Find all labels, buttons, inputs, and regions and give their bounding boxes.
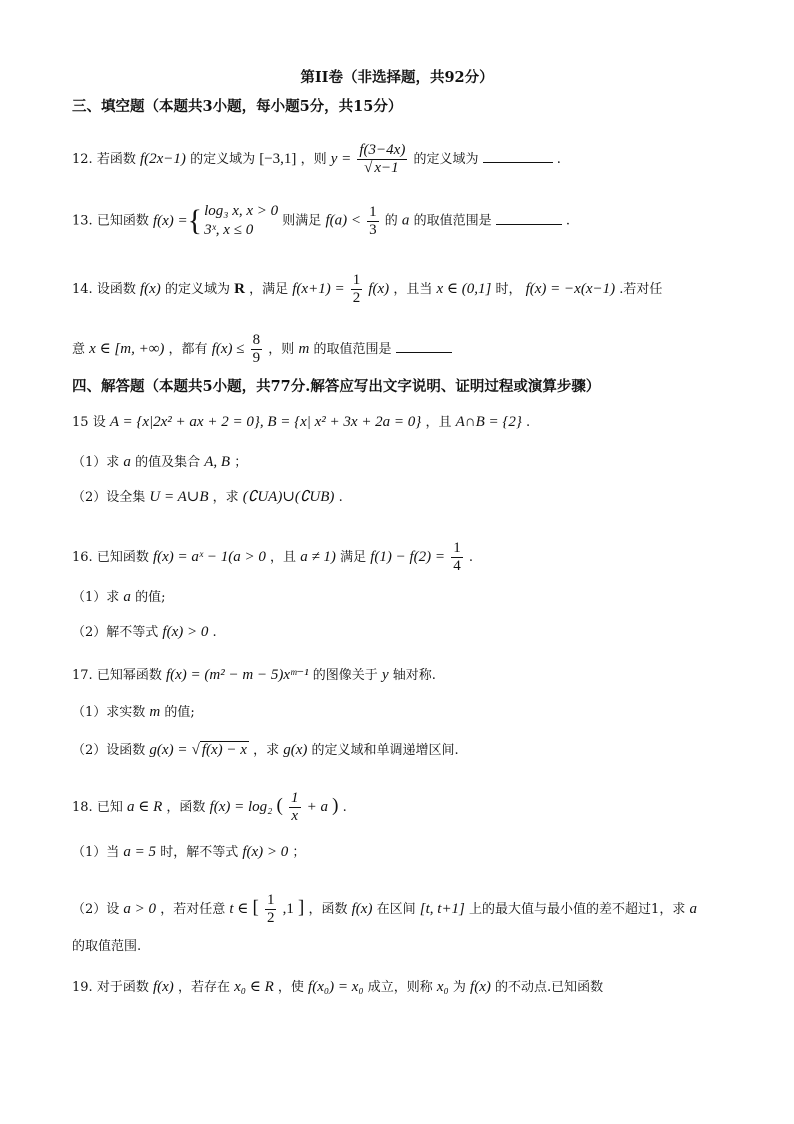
question-15-part-1: （1）求 a 的值及集合 A, B ； bbox=[72, 454, 248, 470]
question-14-line2: 意 x ∈ [m, +∞) ，都有 f(x) ≤ $\frac{8}{9}$ ，则 m 的取值范围是 bbox=[72, 332, 452, 367]
section-answer-title: 四、解答题（本题共5小题，共77分.解答应写出文字说明、证明过程或演算步骤） bbox=[72, 378, 601, 395]
q13-piecewise: f(x) = { log₃ x, x > 0 3ˣ, x ≤ 0 bbox=[152, 203, 279, 238]
q14-answer-blank[interactable] bbox=[396, 340, 452, 353]
question-17-part-1: （1）求实数 m 的值; bbox=[72, 704, 195, 720]
question-13: 13. 已知函数 f(x) = { log₃ x, x > 0 3ˣ, x ≤ 0 则满足 f(a) < $\frac{1}{3}$ 的 a 的取值范围是 . bbox=[72, 203, 570, 238]
question-17-part-2: （2）设函数 g(x) = √ f(x) − x ，求 g(x) 的定义域和单调递增区间. bbox=[72, 742, 459, 758]
question-16: 16. 已知函数 f(x) = aˣ − 1(a > 0 ，且 a ≠ 1) 满足 f(1) − f(2) = $\frac{1}{4}$ . bbox=[72, 540, 473, 574]
question-15-part-2: （2）设全集 U = A∪B ，求 (∁UA)∪(∁UB) . bbox=[72, 489, 343, 505]
question-17: 17. 已知幂函数 f(x) = (m² − m − 5)xᵐ⁻¹ 的图像关于 y 轴对称. bbox=[72, 667, 436, 683]
question-18: 18. 已知 a ∈ R ，函数 f(x) = log₂ ( $\frac{1}{x}$ + a ) . bbox=[72, 790, 347, 824]
question-14: 14. 设函数 f(x) 的定义域为 R ，满足 f(x+1) = $\frac{1}{2}$ f(x) ，且当 x ∈ (0,1] 时， f(x) = −x(x−1) .若对任 bbox=[72, 272, 663, 306]
q13-answer-blank[interactable] bbox=[496, 212, 562, 225]
question-16-part-1: （1）求 a 的值; bbox=[72, 589, 166, 605]
q12-number: 12. bbox=[72, 152, 93, 167]
question-16-part-2: （2）解不等式 f(x) > 0 . bbox=[72, 624, 217, 640]
question-18-part-2-line2: 的取值范围. bbox=[72, 939, 142, 954]
question-18-part-1: （1）当 a = 5 时，解不等式 f(x) > 0 ； bbox=[72, 844, 306, 860]
paper-title: 第II卷（非选择题，共92分） bbox=[300, 69, 494, 86]
question-12: 12. 若函数 f(2x−1) 的定义域为 [−3,1] ，则 y = $\frac{f(3-4x)}{√ x-1}$ 的定义域为 . bbox=[72, 142, 561, 176]
question-15: 15 设 A = {x|2x² + ax + 2 = 0}, B = {x| x² + 3x + 2a = 0} ，且 A∩B = {2} . bbox=[72, 414, 531, 430]
question-18-part-2: （2）设 a > 0 ，若对任意 t ∈ [ $\frac{1}{2}$ ,1 ] ，函数 f(x) 在区间 [t, t+1] 上的最大值与最小值的差不超过1，求 a bbox=[72, 892, 697, 926]
q12-answer-blank[interactable] bbox=[483, 150, 553, 163]
question-19: 19. 对于函数 f(x) ，若存在 x₀ ∈ R ，使 f(x₀) = x₀ 成立，则称 x₀ 为 f(x) 的不动点.已知函数 bbox=[72, 979, 604, 995]
section-fill-in-title: 三、填空题（本题共3小题，每小题5分，共15分） bbox=[72, 98, 403, 115]
q12-fraction: $\frac{f(3-4x)}{√ x-1}$ bbox=[359, 142, 406, 176]
